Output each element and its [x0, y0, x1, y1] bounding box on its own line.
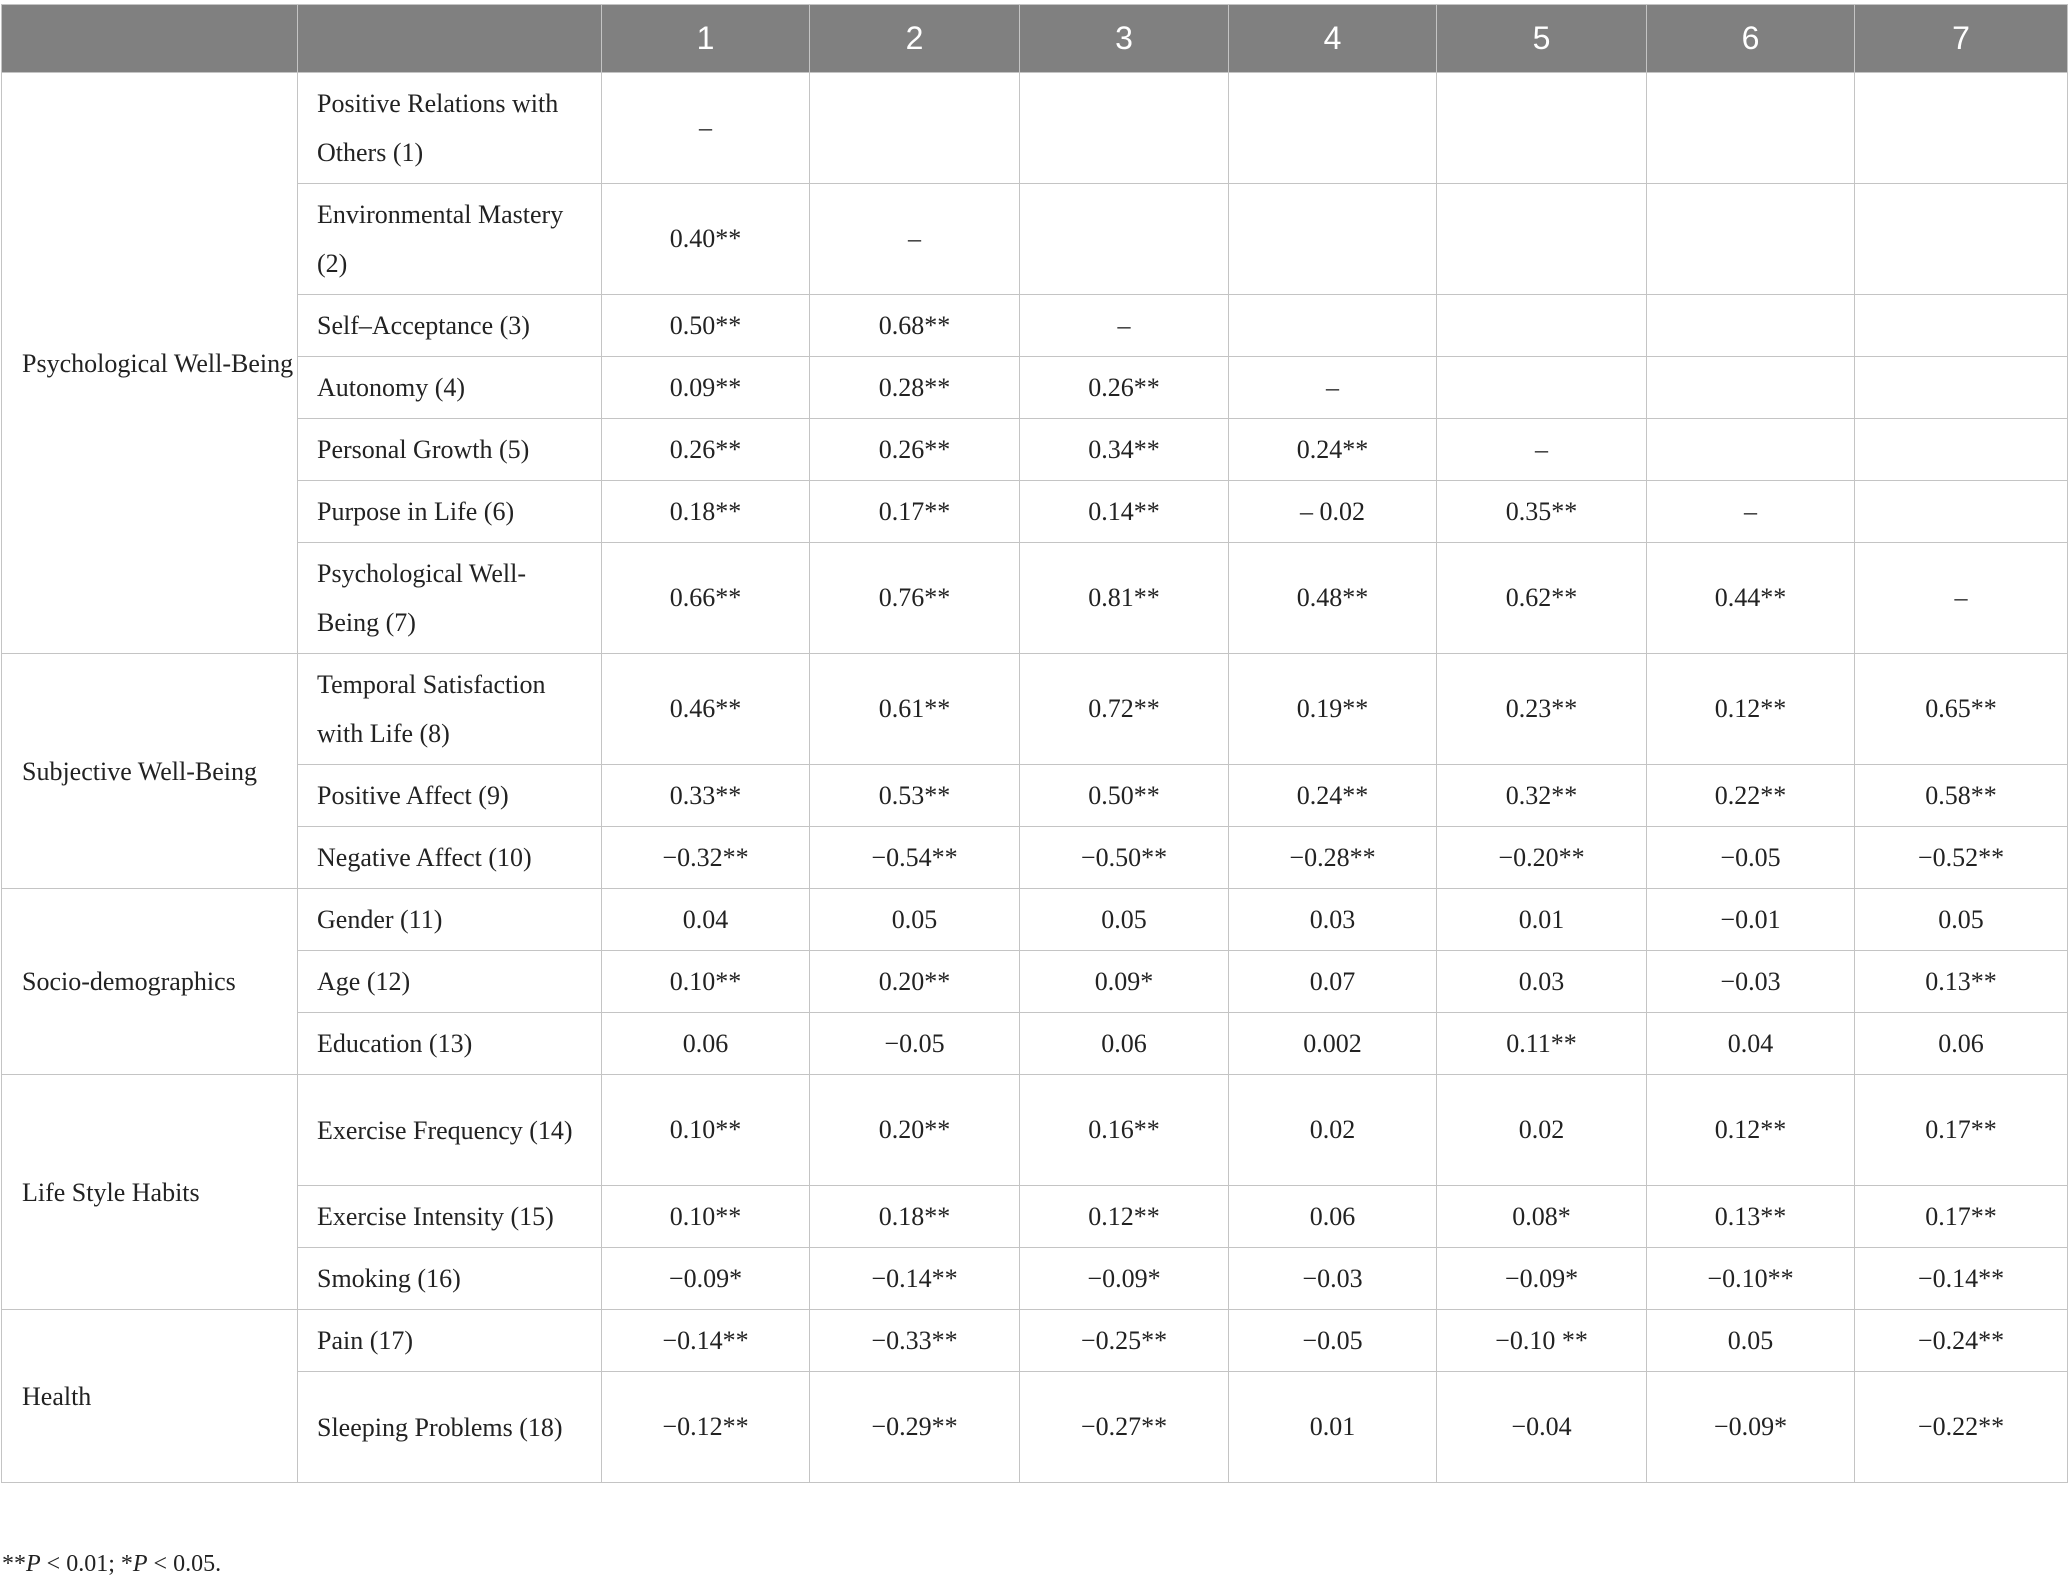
table-cell: 0.34** — [1020, 419, 1229, 481]
header-row — [2, 5, 2068, 73]
table-cell: – — [1020, 295, 1229, 357]
table-cell — [1437, 357, 1647, 419]
variable-label: Age (12) — [298, 951, 602, 1013]
variable-label: Self–Acceptance (3) — [298, 295, 602, 357]
table-cell: 0.04 — [602, 889, 810, 951]
column-header: 3 — [1020, 5, 1229, 73]
table-cell: 0.01 — [1229, 1372, 1437, 1483]
variable-label: Exercise Intensity (15) — [298, 1186, 602, 1248]
table-cell: −0.03 — [1229, 1248, 1437, 1310]
variable-label: Education (13) — [298, 1013, 602, 1075]
table-cell: 0.12** — [1020, 1186, 1229, 1248]
table-row — [2, 654, 2068, 765]
table-row — [2, 295, 2068, 357]
table-cell: 0.65** — [1855, 654, 2068, 765]
table-cell: 0.08* — [1437, 1186, 1647, 1248]
table-cell — [1647, 73, 1855, 184]
table-cell: 0.09* — [1020, 951, 1229, 1013]
table-row — [2, 951, 2068, 1013]
column-header: 2 — [810, 5, 1020, 73]
table-cell: 0.02 — [1229, 1075, 1437, 1186]
table-cell — [1647, 357, 1855, 419]
variable-label: Purpose in Life (6) — [298, 481, 602, 543]
table-cell: −0.33** — [810, 1310, 1020, 1372]
variable-label: Exercise Frequency (14) — [298, 1075, 602, 1186]
table-cell: 0.11** — [1437, 1013, 1647, 1075]
table-cell: 0.66** — [602, 543, 810, 654]
table-cell: −0.29** — [810, 1372, 1020, 1483]
table-cell — [810, 73, 1020, 184]
table-cell: 0.10** — [602, 951, 810, 1013]
table-cell: −0.09* — [1437, 1248, 1647, 1310]
table-row — [2, 419, 2068, 481]
table-row — [2, 1310, 2068, 1372]
table-cell: 0.01 — [1437, 889, 1647, 951]
table-row — [2, 1372, 2068, 1483]
table-cell: 0.03 — [1229, 889, 1437, 951]
table-cell: −0.32** — [602, 827, 810, 889]
table-cell: 0.76** — [810, 543, 1020, 654]
table-row — [2, 1186, 2068, 1248]
variable-label: Positive Affect (9) — [298, 765, 602, 827]
table-cell — [1855, 184, 2068, 295]
table-cell — [1437, 295, 1647, 357]
variable-label: Personal Growth (5) — [298, 419, 602, 481]
table-cell: 0.62** — [1437, 543, 1647, 654]
table-cell: – — [1855, 543, 2068, 654]
table-cell — [1437, 184, 1647, 295]
table-cell: 0.07 — [1229, 951, 1437, 1013]
variable-label: Negative Affect (10) — [298, 827, 602, 889]
table-cell: −0.05 — [810, 1013, 1020, 1075]
table-cell: −0.14** — [602, 1310, 810, 1372]
table-cell: −0.22** — [1855, 1372, 2068, 1483]
table-cell: −0.28** — [1229, 827, 1437, 889]
table-cell: −0.50** — [1020, 827, 1229, 889]
table-cell: – — [810, 184, 1020, 295]
table-cell: −0.10 ** — [1437, 1310, 1647, 1372]
table-cell: 0.19** — [1229, 654, 1437, 765]
table-cell: 0.17** — [1855, 1186, 2068, 1248]
table-cell: 0.81** — [1020, 543, 1229, 654]
table-cell: −0.10** — [1647, 1248, 1855, 1310]
group-label: Socio-demographics — [2, 889, 298, 1075]
table-cell: 0.53** — [810, 765, 1020, 827]
table-cell: 0.26** — [602, 419, 810, 481]
table-cell: 0.09** — [602, 357, 810, 419]
table-cell: 0.18** — [810, 1186, 1020, 1248]
table-cell: 0.10** — [602, 1075, 810, 1186]
table-cell: 0.61** — [810, 654, 1020, 765]
table-row — [2, 481, 2068, 543]
table-cell: – 0.02 — [1229, 481, 1437, 543]
table-cell: −0.20** — [1437, 827, 1647, 889]
table-cell: −0.27** — [1020, 1372, 1229, 1483]
table-cell: 0.46** — [602, 654, 810, 765]
table-cell: −0.05 — [1647, 827, 1855, 889]
table-cell: −0.03 — [1647, 951, 1855, 1013]
table-cell: 0.14** — [1020, 481, 1229, 543]
table-cell: 0.20** — [810, 1075, 1020, 1186]
column-header: 5 — [1437, 5, 1647, 73]
table-cell: 0.12** — [1647, 1075, 1855, 1186]
column-header: 4 — [1229, 5, 1437, 73]
table-cell: 0.05 — [1647, 1310, 1855, 1372]
table-cell: 0.02 — [1437, 1075, 1647, 1186]
table-row — [2, 827, 2068, 889]
table-cell: 0.26** — [810, 419, 1020, 481]
table-row — [2, 184, 2068, 295]
table-row — [2, 543, 2068, 654]
table-cell: 0.18** — [602, 481, 810, 543]
footnote-p1-prefix: ** — [2, 1551, 26, 1577]
table-cell: 0.24** — [1229, 419, 1437, 481]
table-cell: 0.05 — [810, 889, 1020, 951]
table-cell: 0.35** — [1437, 481, 1647, 543]
table-row — [2, 1075, 2068, 1186]
table-cell: −0.14** — [1855, 1248, 2068, 1310]
table-cell: 0.13** — [1855, 951, 2068, 1013]
footnote-p1-cond: < 0.01; — [40, 1551, 121, 1577]
table-row — [2, 889, 2068, 951]
table-body — [2, 73, 2068, 1483]
table-cell: 0.04 — [1647, 1013, 1855, 1075]
table-cell: 0.16** — [1020, 1075, 1229, 1186]
table-cell — [1647, 295, 1855, 357]
variable-label: Smoking (16) — [298, 1248, 602, 1310]
table-cell: −0.01 — [1647, 889, 1855, 951]
table-row — [2, 1013, 2068, 1075]
table-cell: −0.04 — [1437, 1372, 1647, 1483]
table-cell: 0.03 — [1437, 951, 1647, 1013]
variable-label: Positive Relations with Others (1) — [298, 73, 602, 184]
table-row — [2, 765, 2068, 827]
table-cell — [1229, 73, 1437, 184]
group-label: Health — [2, 1310, 298, 1483]
table-cell — [1855, 73, 2068, 184]
table-cell — [1229, 184, 1437, 295]
group-label: Subjective Well-Being — [2, 654, 298, 889]
table-cell: 0.13** — [1647, 1186, 1855, 1248]
variable-label: Sleeping Problems (18) — [298, 1372, 602, 1483]
table-cell: 0.06 — [1855, 1013, 2068, 1075]
table-cell: 0.06 — [1020, 1013, 1229, 1075]
column-header: 6 — [1647, 5, 1855, 73]
table-cell — [1647, 419, 1855, 481]
header-corner-var — [298, 5, 602, 73]
table-cell: 0.26** — [1020, 357, 1229, 419]
variable-label: Pain (17) — [298, 1310, 602, 1372]
table-cell: 0.17** — [1855, 1075, 2068, 1186]
table-cell: – — [1437, 419, 1647, 481]
correlation-table — [1, 4, 2068, 1483]
table-cell: 0.17** — [810, 481, 1020, 543]
group-label: Psychological Well-Being — [2, 73, 298, 654]
table-cell: 0.48** — [1229, 543, 1437, 654]
table-cell — [1020, 73, 1229, 184]
footnote-p2-prefix: * — [120, 1551, 133, 1577]
table-cell: −0.12** — [602, 1372, 810, 1483]
footnote-p2-var: P — [132, 1551, 148, 1577]
table-cell: −0.54** — [810, 827, 1020, 889]
table-cell: 0.50** — [1020, 765, 1229, 827]
table-cell: 0.06 — [1229, 1186, 1437, 1248]
table-cell: 0.23** — [1437, 654, 1647, 765]
table-cell: 0.68** — [810, 295, 1020, 357]
table-cell — [1437, 73, 1647, 184]
table-cell: 0.002 — [1229, 1013, 1437, 1075]
table-cell: 0.12** — [1647, 654, 1855, 765]
table-cell: 0.05 — [1020, 889, 1229, 951]
table-cell: 0.24** — [1229, 765, 1437, 827]
table-cell: −0.09* — [1647, 1372, 1855, 1483]
table-cell: – — [1229, 357, 1437, 419]
table-cell: 0.44** — [1647, 543, 1855, 654]
table-cell — [1647, 184, 1855, 295]
table-cell: −0.24** — [1855, 1310, 2068, 1372]
variable-label: Autonomy (4) — [298, 357, 602, 419]
table-cell: 0.05 — [1855, 889, 2068, 951]
table-cell — [1855, 481, 2068, 543]
table-cell: 0.28** — [810, 357, 1020, 419]
header-corner — [2, 5, 298, 73]
variable-label: Environmental Mastery (2) — [298, 184, 602, 295]
table-cell — [1855, 357, 2068, 419]
column-header: 1 — [602, 5, 810, 73]
table-row — [2, 357, 2068, 419]
table-cell — [1855, 419, 2068, 481]
group-label: Life Style Habits — [2, 1075, 298, 1310]
footnote-p1-var: P — [26, 1551, 41, 1577]
table-cell: 0.06 — [602, 1013, 810, 1075]
column-header: 7 — [1855, 5, 2068, 73]
table-cell: −0.14** — [810, 1248, 1020, 1310]
table-cell: 0.58** — [1855, 765, 2068, 827]
table-cell: −0.09* — [1020, 1248, 1229, 1310]
table-cell: 0.72** — [1020, 654, 1229, 765]
table-cell: 0.40** — [602, 184, 810, 295]
variable-label: Psychological Well-Being (7) — [298, 543, 602, 654]
table-cell: 0.33** — [602, 765, 810, 827]
table-cell: 0.20** — [810, 951, 1020, 1013]
table-cell: 0.50** — [602, 295, 810, 357]
table-row — [2, 1248, 2068, 1310]
table-cell — [1855, 295, 2068, 357]
table-cell: 0.32** — [1437, 765, 1647, 827]
footnote-p2-cond: < 0.05. — [147, 1551, 222, 1577]
table-cell — [1020, 184, 1229, 295]
table-cell: −0.52** — [1855, 827, 2068, 889]
variable-label: Gender (11) — [298, 889, 602, 951]
table-cell — [1229, 295, 1437, 357]
table-cell: – — [1647, 481, 1855, 543]
table-cell: 0.10** — [602, 1186, 810, 1248]
table-cell: −0.25** — [1020, 1310, 1229, 1372]
footnote — [2, 1551, 221, 1578]
table-cell: −0.05 — [1229, 1310, 1437, 1372]
table-cell: −0.09* — [602, 1248, 810, 1310]
table-row — [2, 73, 2068, 184]
variable-label: Temporal Satisfaction with Life (8) — [298, 654, 602, 765]
table-cell: 0.22** — [1647, 765, 1855, 827]
table-cell: – — [602, 73, 810, 184]
